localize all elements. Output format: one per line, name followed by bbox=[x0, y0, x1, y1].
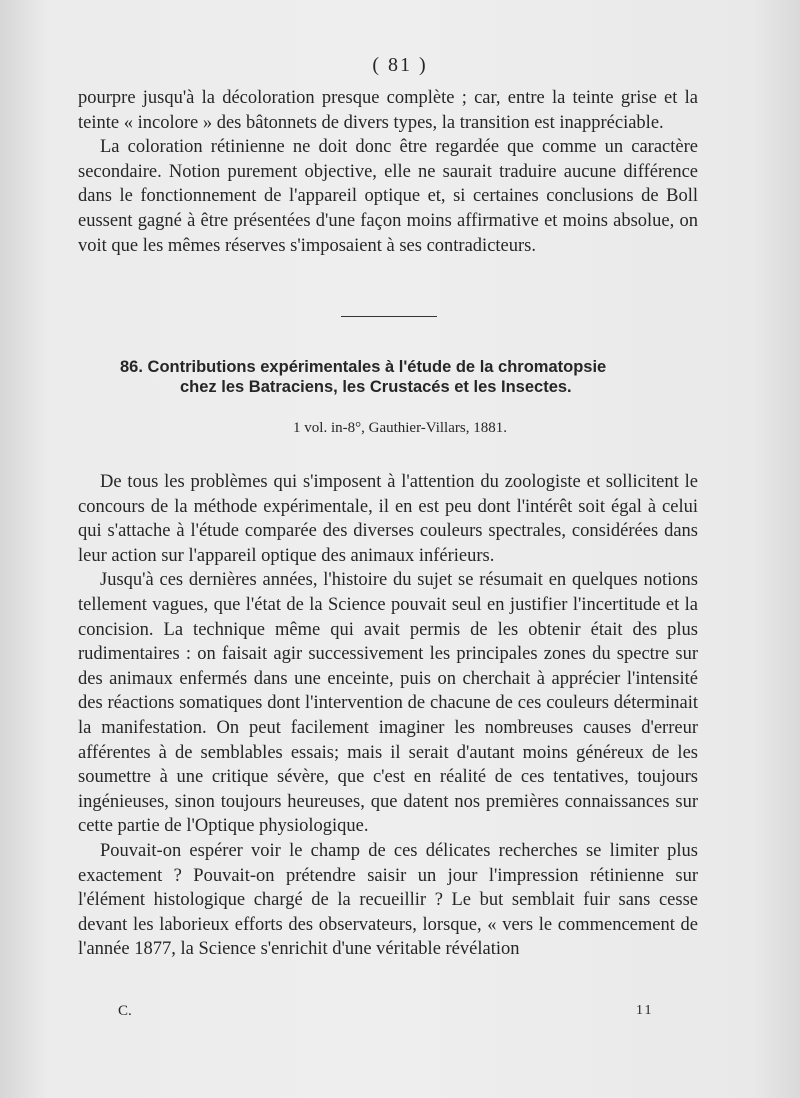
paragraph: pourpre jusqu'à la décoloration presque complète ; car, entre la teinte grise et la teinte « incolore » des bâtonnets de divers types, la transition est inappréciable. bbox=[78, 88, 698, 133]
sheet-number: 11 bbox=[636, 1003, 654, 1018]
paragraph: Pouvait-on espérer voir le champ de ces délicates recherches se limiter plus exactement ? Pouvait-on prétendre saisir un jour l'impression rétinienne sur l'élément histologique chargé de la recueillir ? Le but semblait fuir sans cesse devant les laborieux efforts des observateurs, lorsque, « vers le commencement de l'année 1877, la Science s'enrichit d'une véritable révélation bbox=[78, 840, 698, 960]
section-heading-line-1 bbox=[100, 357, 700, 377]
bibliographic-note: 1 vol. in-8°, Gauthier-Villars, 1881. bbox=[293, 420, 507, 436]
section-divider bbox=[341, 316, 437, 317]
paragraph: De tous les problèmes qui s'imposent à l'attention du zoologiste et sollicitent le concours de la méthode expérimentale, il en est peu dont l'intérêt soit égal à celui qui s'attache à l'étude comparée des diverses couleurs spectrales, considérées dans leur action sur l'appareil optique des animaux inférieurs. bbox=[78, 472, 698, 566]
section-title-line-2: chez les Batraciens, les Crustacés et les Insectes. bbox=[180, 378, 572, 396]
section-heading bbox=[100, 357, 700, 397]
opening-text bbox=[78, 86, 698, 258]
section-number: 86. bbox=[120, 358, 143, 376]
page-number: ( 81 ) bbox=[372, 54, 428, 76]
section-title-line-1: Contributions expérimentales à l'étude de la chromatopsie bbox=[147, 358, 607, 376]
paragraph: La coloration rétinienne ne doit donc être regardée que comme un caractère secondaire. Notion purement objective, elle ne saurait traduire aucune différence dans le fonctionnement de l'appareil optique et, si certaines conclusions de Boll eussent gagné à être présentées d'une façon moins affirmative et moins absolue, on voit que les mêmes réserves s'imposaient à ses contradicteurs. bbox=[78, 137, 698, 256]
body-text bbox=[78, 470, 698, 962]
paragraph: Jusqu'à ces dernières années, l'histoire du sujet se résumait en quelques notions tellement vagues, que l'état de la Science pouvait seul en justifier l'incertitude et la concision. La technique même qui avait permis de les obtenir était des plus rudimentaires : on faisait agir successivement les principales zones du spectre sur des animaux enfermés dans une enceinte, puis on cherchait à apprécier l'intensité des réactions somatiques dont l'intervention de chacune de ces couleurs déterminait la manifestation. On peut facilement imaginer les nombreuses causes d'erreur afférentes à de semblables essais; mais il serait d'autant moins généreux de les soumettre à une critique sévère, que c'est en réalité de ces tentatives, toujours ingénieuses, sinon toujours heureuses, que datent nos premières connaissances sur cette partie de l'Optique physiologique. bbox=[78, 570, 698, 837]
signature-mark: C. bbox=[118, 1003, 132, 1019]
